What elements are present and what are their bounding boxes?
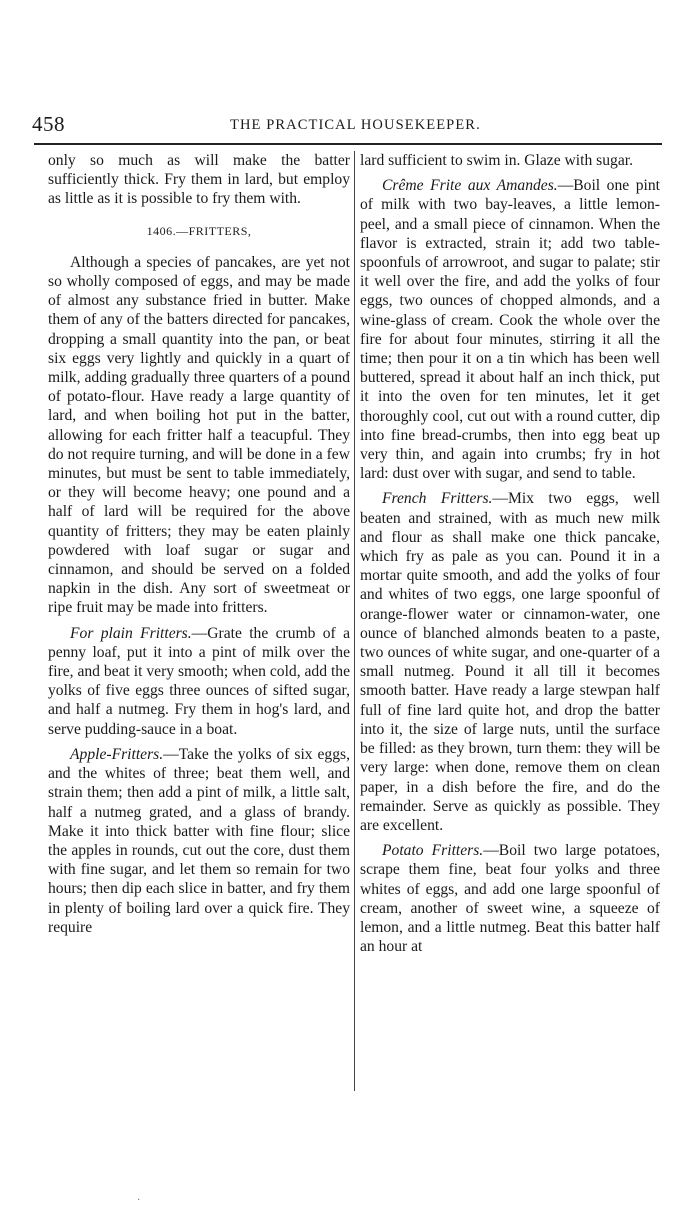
left-column <box>48 151 350 943</box>
plain-fritters-text: —Grate the crumb of a penny loaf, put it into a pint of milk over the fire, and beat it very smooth; when cold, add the yolks of five eggs three ounces of sifted sugar, and half a nutmeg. Fry them in hog's lard, and serve pudding-sauce in a boat. <box>48 624 350 738</box>
page-number: 458 <box>32 112 65 136</box>
section-heading: 1406.—FRITTERS, <box>146 223 252 238</box>
left-paragraph-continued: only so much as will make the batter sufficiently thick. Fry them in lard, but employ as little as it is possible to fry them with. <box>48 152 350 208</box>
apple-fritters-lead: Apple-Fritters. <box>70 745 164 763</box>
plain-fritters-paragraph <box>48 624 350 739</box>
right-paragraph-continued: lard sufficient to swim in. Glaze with sugar. <box>360 152 633 169</box>
potato-fritters-text: —Boil two large potatoes, scrape them fine, beat four yolks and three whites of eggs, and add one large spoonful of cream, another of sweet wine, a squeeze of lemon, and a little nutmeg. Beat this batter half an hour at <box>360 842 660 956</box>
column-divider <box>354 151 355 1091</box>
french-fritters-paragraph <box>360 489 660 835</box>
potato-fritters-paragraph <box>360 841 660 956</box>
creme-frite-paragraph <box>360 176 660 483</box>
apple-fritters-paragraph <box>48 745 350 937</box>
plain-fritters-lead: For plain Fritters. <box>70 624 192 642</box>
right-column <box>360 151 660 962</box>
fritters-intro-paragraph: Although a species of pancakes, are yet not so wholly composed of eggs, and may be made of almost any substance fried in butter. Make them of any of the batters directed for pancakes, dropping a small quantity into the pan, or beat six eggs very lightly and quickly in a quart of milk, adding gradually three quarters of a pound of potato-flour. Have ready a large quantity of lard, and when boiling hot put in the batter, allowing for each fritter half a teacupful. They do not require turning, and will be done in a few minutes, but must be sent to table immediately, or they will become heavy; one pound and a half of lard will be required for the above quantity of fritters; they may be eaten plainly powdered with loaf sugar or sugar and cinnamon, and should be served on a folded napkin in the dish. Any sort of sweetmeat or ripe fruit may be made into fritters. <box>48 253 350 617</box>
footer-mark: · <box>137 1195 141 1206</box>
header-rule <box>34 143 662 145</box>
creme-frite-text: —Boil one pint of milk with two bay-leaves, a little lemon-peel, and a small piece of cinnamon. When the flavor is extracted, strain it; add two table-spoonfuls of arrowroot, and sugar to palate; stir it well over the fire, and add the yolks of four eggs, two ounces of chopped almonds, and a wine-glass of cream. Cook the whole over the fire for about four minutes, stirring it all the time; then pour it on a tin which has been well buttered, spread it about half an inch thick, put it into the oven for ten minutes, let it get thoroughly cool, cut out with a round cutter, dip into fine bread-crumbs, then into egg beat up very thin, and again into crumbs; fry in hot lard: dust over with sugar, and send to table. <box>360 177 661 483</box>
potato-fritters-lead: Potato Fritters. <box>382 842 484 860</box>
french-fritters-text: —Mix two eggs, well beaten and strained, with as much new milk and flour as shall make one thick pancake, which fry as pale as you can. Pound it in a mortar quite smooth, and add the yolks of four and whites of two eggs, one large spoonful of orange-flower water or cinnamon-water, one ounce of blanched almonds beaten to a paste, two ounces of white sugar, and one-quarter of a small nutmeg. Pound it all till it becomes smooth batter. Have ready a large stewpan half full of fine lard quite hot, and drop the batter into it, the size of large nuts, until the surface be filled: as they brown, turn them: they will be very large: when done, remove them on clean paper, in a dish before the fire, and do the remainder. Serve as quickly as possible. They are excellent. <box>360 490 660 834</box>
french-fritters-lead: French Fritters. <box>382 490 493 508</box>
creme-frite-lead: Crême Frite aux Amandes. <box>382 177 558 195</box>
apple-fritters-text: —Take the yolks of six eggs, and the whites of three; beat them well, and strain them; then add a pint of milk, a little salt, half a nutmeg grated, and a glass of brandy. Make it into thick batter with fine flour; slice the apples in rounds, cut out the core, dust them with fine sugar, and let them so remain for two hours; then dip each slice in batter, and fry them in plenty of boiling lard over a quick fire. They require <box>48 745 350 936</box>
running-head: THE PRACTICAL HOUSEKEEPER. <box>230 117 481 133</box>
